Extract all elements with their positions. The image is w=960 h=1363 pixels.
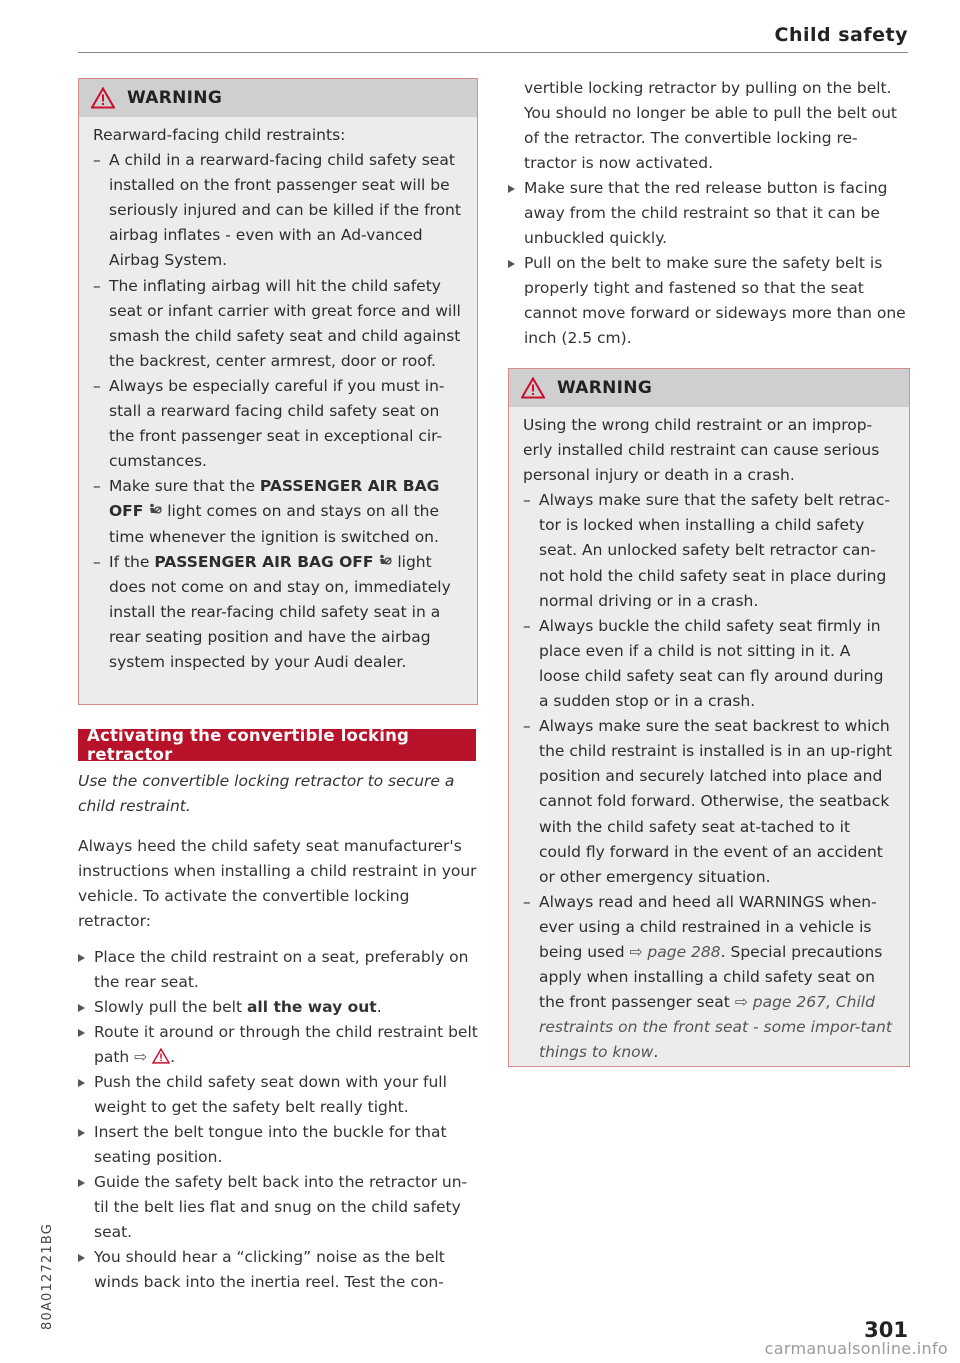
step-text: Push the child safety seat down with your full weight to get the safety belt really tight. — [94, 1073, 447, 1116]
document-code: 80A012721BG — [40, 1222, 55, 1330]
warning-item — [523, 714, 895, 890]
step-arrow-icon — [78, 1004, 85, 1012]
warning-item — [93, 274, 463, 374]
airbag-off-icon — [148, 503, 162, 517]
warning-item-text: . Special precautions apply when installing a child safety seat on the front passenger seat — [539, 942, 883, 1012]
warning-body — [79, 117, 477, 675]
step-text: . — [170, 1048, 176, 1066]
warning-heading: WARNING — [557, 378, 653, 398]
section-heading: Activating the convertible locking retractor — [78, 729, 476, 761]
step-arrow-icon — [78, 1079, 85, 1087]
warning-item-text: light does not come on and stay on, immediately install the rear-facing child safety seat in a rear seating position and have the airbag system inspected by your Audi dealer. — [109, 552, 451, 671]
step-arrow-icon — [78, 954, 85, 962]
warning-item — [93, 474, 463, 549]
warning-header — [509, 369, 909, 407]
warning-item-text: . — [653, 1043, 659, 1062]
step-item — [78, 1070, 480, 1120]
warning-triangle-icon[interactable] — [152, 1048, 170, 1064]
step-list-right — [508, 76, 910, 351]
step-text: . — [376, 998, 382, 1016]
step-item — [78, 995, 480, 1020]
step-item — [78, 1020, 480, 1070]
step-text: Pull on the belt to make sure the safety belt is properly tight and fastened so that the seat cannot move forward or sideways more than one inch (2.5 cm). — [524, 254, 906, 347]
step-arrow-icon — [508, 185, 515, 193]
site-watermark: carmanualsonline.info — [764, 1339, 948, 1358]
airbag-off-label: PASSENGER AIR BAG OFF — [109, 477, 440, 521]
step-arrow-icon — [78, 1129, 85, 1137]
warning-item-text: A child in a rearward-facing child safety seat installed on the front passenger seat will be seriously injured and can be killed if the front airbag inflates - even with an Ad-vanced Airbag System. — [109, 151, 461, 270]
warning-triangle-icon — [91, 87, 115, 109]
warning-item-text: The inflating airbag will hit the child safety seat or infant carrier with great force and will smash the child safety seat and child against the backrest, center armrest, door or roof. — [109, 276, 461, 370]
warning-box-rearward — [78, 78, 478, 705]
step-text: Guide the safety belt back into the retractor un-til the belt lies flat and snug on the child safety seat. — [94, 1173, 468, 1241]
step-item — [78, 1120, 480, 1170]
step-text: You should hear a “clicking” noise as the belt winds back into the inertia reel. Test the con- — [94, 1248, 445, 1291]
page-header-title: Child safety — [774, 24, 908, 46]
step-text: Make sure that the red release button is facing away from the child restraint so that it can be unbuckled quickly. — [524, 179, 888, 247]
warning-item — [523, 488, 895, 613]
page-reference-link[interactable]: ⇨ page 267, Child restraints on the front seat - some impor-tant things to know — [539, 993, 892, 1062]
step-item — [508, 176, 910, 251]
step-item — [78, 945, 480, 995]
step-text: Route it around or through the child restraint belt path — [94, 1023, 478, 1066]
warning-header — [79, 79, 477, 117]
warning-item — [523, 890, 895, 1066]
step-bold-text: all the way out — [246, 998, 377, 1016]
step-arrow-icon — [78, 1179, 85, 1187]
airbag-off-label: PASSENGER AIR BAG OFF — [154, 552, 374, 571]
step-list-left — [78, 945, 480, 1295]
airbag-off-icon — [378, 554, 392, 568]
warning-item-text: Make sure that the — [109, 477, 260, 496]
step-item — [78, 1245, 480, 1295]
step-arrow-icon — [78, 1029, 85, 1037]
page-reference-link[interactable]: ⇨ page 288 — [629, 942, 721, 961]
step-arrow-icon — [78, 1254, 85, 1262]
step-text: Place the child restraint on a seat, preferably on the rear seat. — [94, 948, 469, 991]
warning-item-text: Always make sure the seat backrest to which the child restraint is installed is in an up-right position and securely latched into place and cannot fold forward. Otherwise, the seatback with the child safety seat at-tached to it could fly forward in the event of an accident or other emergency situation. — [539, 717, 893, 886]
warning-item-text: Always be especially careful if you must in-stall a rearward facing child safety seat on the front passenger seat in exceptional cir-cumstances. — [109, 376, 445, 471]
step-text: vertible locking retractor by pulling on the belt. You should no longer be able to pull the belt out of the retractor. The convertible locking re-tractor is now activated. — [524, 79, 897, 172]
step-arrow-icon — [508, 260, 515, 268]
cross-reference-arrow[interactable]: ⇨ — [134, 1048, 148, 1066]
warning-triangle-icon — [521, 377, 545, 399]
step-text: Slowly pull the belt — [94, 998, 247, 1016]
warning-body — [509, 407, 909, 1065]
warning-intro: Using the wrong child restraint or an improp-erly installed child restraint can cause serious personal injury or death in a crash. — [523, 416, 880, 485]
page-number: 301 — [864, 1318, 908, 1342]
warning-item — [93, 148, 463, 273]
step-item — [508, 251, 910, 351]
step-item — [78, 1170, 480, 1245]
warning-item — [93, 374, 463, 474]
warning-item-text: If the — [109, 552, 155, 571]
warning-item — [523, 614, 895, 714]
warning-intro: Rearward-facing child restraints: — [93, 126, 346, 144]
step-continuation — [508, 76, 910, 176]
header-divider — [78, 52, 908, 53]
section-intro: Use the convertible locking retractor to secure a child restraint. — [78, 772, 455, 815]
section-paragraph: Always heed the child safety seat manufacturer's instructions when installing a child restraint in your vehicle. To activate the convertible locking retractor: — [78, 837, 477, 930]
warning-item-text: Always make sure that the safety belt retrac-tor is locked when installing a child safety seat. An unlocked safety belt retractor can-not hold the child safety seat in place during normal driving or in a crash. — [539, 491, 890, 610]
warning-item-text: Always read and heed all WARNINGS when-ever using a child restrained in a vehicle is being used — [539, 892, 877, 961]
warning-item — [93, 550, 463, 675]
warning-box-wrong-restraint — [508, 368, 910, 1067]
warning-heading: WARNING — [127, 88, 223, 108]
warning-item-text: Always buckle the child safety seat firmly in place even if a child is not sitting in it. A loose child safety seat can fly around during a sudden stop or in a crash. — [539, 616, 884, 711]
step-text: Insert the belt tongue into the buckle for that seating position. — [94, 1123, 447, 1166]
warning-item-text: light comes on and stays on all the time whenever the ignition is switched on. — [109, 502, 440, 546]
